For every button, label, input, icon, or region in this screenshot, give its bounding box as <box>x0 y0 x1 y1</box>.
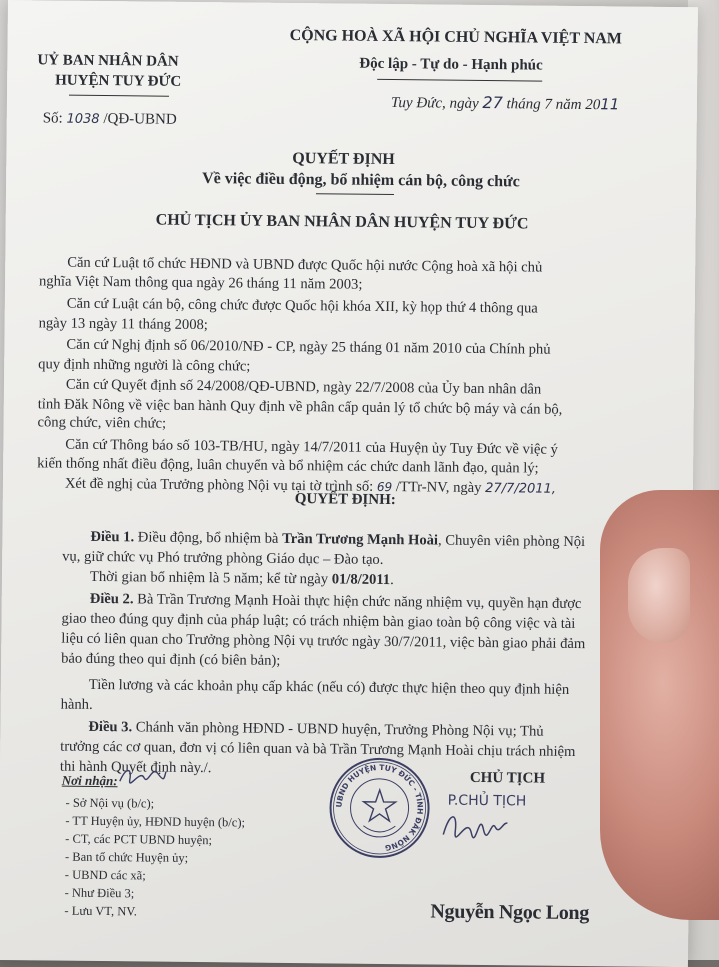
article-2-line: giao theo đúng quy định của pháp luật; có trách nhiệm bàn giao toàn bộ công việc và tài <box>61 610 576 632</box>
thumbnail <box>628 548 690 643</box>
seal-ring-text: UBND HUYỆN TUY ĐỨC - TỈNH ĐĂK NÔNG <box>334 762 425 853</box>
document-subject: Về việc điều động, bổ nhiệm cán bộ, công chức <box>202 170 520 191</box>
article-2-line: bảo đúng theo qui định (có biên bản); <box>61 650 281 669</box>
official-seal <box>327 755 432 860</box>
document-title: QUYẾT ĐỊNH <box>292 149 395 169</box>
basis-line: ngày 13 ngày 11 tháng 2008; <box>38 315 208 334</box>
recipient-item: - TT Huyện ủy, HĐND huyện (b/c); <box>65 813 246 830</box>
basis-line: Căn cứ Luật tổ chức HĐND và UBND được Quốc hội nước Cộng hoà xã hội chủ <box>67 254 543 276</box>
stamp-deputy-title: P.CHỦ TỊCH <box>447 792 527 810</box>
basis-line: Căn cứ Luật cán bộ, công chức được Quốc hội khóa XII, kỳ họp thứ 4 thông qua <box>66 295 538 317</box>
motto-underline <box>377 79 542 82</box>
signature-scribble <box>439 805 509 846</box>
issuing-authority: CHỦ TỊCH ỦY BAN NHÂN DÂN HUYỆN TUY ĐỨC <box>155 211 529 233</box>
signer-name: Nguyễn Ngọc Long <box>430 900 590 925</box>
proposal-line: Xét đề nghị của Trưởng phòng Nội vụ tại tờ trình số: 69 /TTr-NV, ngày 27/7/2011, <box>64 475 557 497</box>
national-motto: Độc lập - Tự do - Hạnh phúc <box>359 55 543 74</box>
article-1-line: Điều 1. Điều động, bổ nhiệm bà Trần Trương Mạnh Hoài, Chuyên viên phòng Nội <box>90 528 586 551</box>
recipient-item: - Ban tổ chức Huyện ủy; <box>64 849 189 865</box>
basis-line: nghĩa Việt Nam thông qua ngày 26 tháng 11 năm 2003; <box>38 273 363 293</box>
article-1-line: Thời gian bổ nhiệm là 5 năm; kể từ ngày 01/8/2011. <box>89 568 394 589</box>
article-3-line: trưởng các cơ quan, đơn vị có liên quan và bà Trần Trương Mạnh Hoài chịu trách nhiệm <box>60 738 576 760</box>
national-title: CỘNG HOÀ XÃ HỘI CHỦ NGHĨA VIỆT NAM <box>289 26 623 48</box>
basis-line: Căn cứ Nghị định số 06/2010/NĐ - CP, ngày 25 tháng 01 năm 2010 của Chính phủ <box>66 336 551 358</box>
recipient-item: - CT, các PCT UBND huyện; <box>65 831 213 848</box>
place-date: Tuy Đức, ngày 27 tháng 7 năm 2011 <box>390 92 620 114</box>
recipient-item: - Lưu VT, NV. <box>64 903 137 919</box>
basis-line: kiến thống nhất điều động, luân chuyển và bổ nhiệm các chức danh lãnh đạo, quản lý; <box>37 455 539 477</box>
ref-number-handwritten: 1038 <box>66 111 100 127</box>
basis-line: tỉnh Đăk Nông về việc ban hành Quy định về phân cấp quản lý tổ chức bộ máy và cán bộ, <box>37 396 563 418</box>
article-2-line: hành. <box>60 696 93 713</box>
initials-scribble <box>118 763 168 788</box>
article-3-line: Điều 3. Chánh văn phòng HĐND - UBND huyện, Trưởng Phòng Nội vụ; Thủ <box>88 718 544 740</box>
svg-text:UBND HUYỆN TUY ĐỨC - TỈNH ĐĂK <box>334 762 425 853</box>
org-name-line1: UỶ BAN NHÂN DÂN <box>37 52 179 70</box>
recipient-item: - UBND các xã; <box>64 867 146 883</box>
subject-underline <box>316 193 394 195</box>
signature-title: CHỦ TỊCH <box>469 769 546 787</box>
article-2-line: liệu có liên quan cho Trưởng phòng Nội vụ trước ngày 30/7/2011, việc bàn giao phải đảm <box>61 630 586 653</box>
basis-line: công chức, viên chức; <box>37 414 167 432</box>
recipient-item: - Như Điều 3; <box>64 885 135 901</box>
decision-heading: QUYẾT ĐỊNH: <box>294 491 396 509</box>
article-1-line: vụ, giữ chức vụ Phó trưởng phòng Giáo dục – Đào tạo. <box>62 548 384 568</box>
org-underline <box>69 95 169 97</box>
reference-number: Số: 1038 /QĐ-UBND <box>42 110 177 128</box>
basis-line: Căn cứ Thông báo số 103-TB/HU, ngày 14/7/2011 của Huyện ủy Tuy Đức về việc ý <box>65 436 558 458</box>
article-2-line: Điều 2. Bà Trần Trương Mạnh Hoài thực hiện chức năng nhiệm vụ, quyền hạn được <box>89 590 582 613</box>
org-name-line2: HUYỆN TUY ĐỨC <box>55 72 182 90</box>
article-2-line: Tiền lương và các khoản phụ cấp khác (nếu có) được thực hiện theo quy định hiện <box>88 676 570 698</box>
recipient-item: - Sở Nội vụ (b/c); <box>65 795 155 811</box>
basis-line: Căn cứ Quyết định số 24/2008/QĐ-UBND, ngày 22/7/2008 của Ủy ban nhân dân <box>65 376 542 398</box>
recipients-heading: Nơi nhận: <box>61 772 118 789</box>
article-3-line: thi hành Quyết định này./. <box>59 758 212 777</box>
basis-line: quy định những người là công chức; <box>38 356 251 375</box>
